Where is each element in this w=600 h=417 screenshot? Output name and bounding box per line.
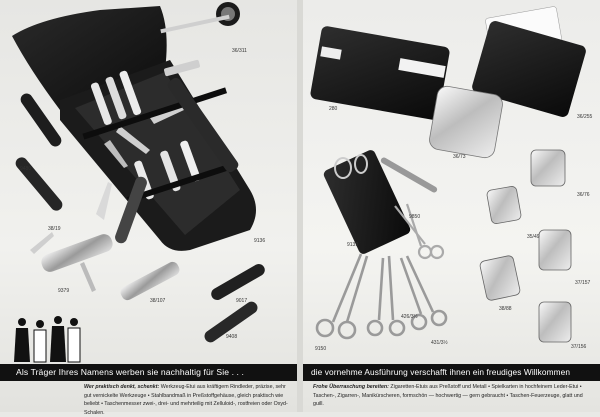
item-code-pocket-knife: 9379 xyxy=(58,288,70,294)
item-code-card-case: 36/255 xyxy=(577,114,593,120)
item-code-cigarette-case: 280 xyxy=(329,106,338,112)
item-code-lighter-e: 37/156 xyxy=(571,344,587,350)
item-code-knife-small-b: 9408 xyxy=(226,334,238,340)
left-product-photo xyxy=(0,0,297,412)
manicure-case xyxy=(322,148,412,255)
knife-small-a xyxy=(209,262,267,302)
item-code-silver-case: 36/73 xyxy=(453,154,466,160)
item-code-scissors-b: 426/3½ xyxy=(401,314,418,320)
silver-case xyxy=(428,85,504,159)
item-code-lighter-d: 38/88 xyxy=(499,306,512,312)
lighter-c xyxy=(539,230,571,270)
item-code-lighter-b: 35/49 xyxy=(527,234,540,240)
scissors-set xyxy=(317,254,446,338)
left-body xyxy=(0,383,297,417)
item-code-scissors-c: 431/3½ xyxy=(431,340,448,346)
left-page xyxy=(0,0,297,416)
lighter-top xyxy=(531,150,565,186)
item-code-scissors-a: 9150 xyxy=(315,346,327,352)
tape-measure xyxy=(160,2,240,33)
lighter-d xyxy=(479,255,521,301)
right-body-lead: Frohe Überraschung bereiten: xyxy=(313,384,389,390)
item-code-knife-upper: 9480 xyxy=(20,166,32,172)
item-code-nail-knife: 38/107 xyxy=(150,298,166,304)
right-body xyxy=(303,383,600,409)
people-illustration xyxy=(14,316,80,362)
right-headline: die vornehme Ausführung verschafft ihnen ein freudiges Willkommen xyxy=(303,364,600,381)
left-body-text: Werkzeug-Etui aus kräftigem Rindleder, präzise, sehr gut vernickelte Werkzeuge • Stahlbandmaß in Preßstoffgehäuse, gleich praktisch wie beliebt • Taschenmesser zwei-, drei- und mehrteilig mit Zelluloid-, rostfreien oder Oxyd-Schalen. xyxy=(84,384,288,416)
pocket-knife xyxy=(30,182,115,292)
item-code-lighter-c: 37/157 xyxy=(575,280,591,286)
lighter-e xyxy=(539,302,571,342)
right-page xyxy=(303,0,600,412)
item-code-lighter-top: 36/76 xyxy=(577,192,590,198)
item-code-tweezers: 9850 xyxy=(409,214,421,220)
nail-knife xyxy=(118,260,181,302)
item-code-manicure-case: 9139 xyxy=(347,242,359,248)
item-code-knife-small-a: 9017 xyxy=(236,298,248,304)
item-code-tape: 36/311 xyxy=(232,48,247,54)
left-body-lead: Wer praktisch denkt, schenkt: xyxy=(84,384,160,390)
knife-dark-2 xyxy=(13,155,65,213)
left-headline: Als Träger Ihres Namens werben sie nachhaltig für Sie . . . xyxy=(0,364,297,381)
lighter-b xyxy=(486,186,521,225)
item-code-case: 9136 xyxy=(254,238,266,244)
right-body-text: Zigaretten-Etuis aus Preßstoff und Metall • Spielkarten in hochfeinem Leder-Etui • Taschen-, Zigarren-, Manikürscheren, formschön — hochwertig — gern gebraucht • Taschen-Feuerzeuge, glatt und guill. xyxy=(313,384,583,408)
item-code-knife-mid: 38/19 xyxy=(48,226,61,232)
right-product-photo xyxy=(303,0,600,412)
